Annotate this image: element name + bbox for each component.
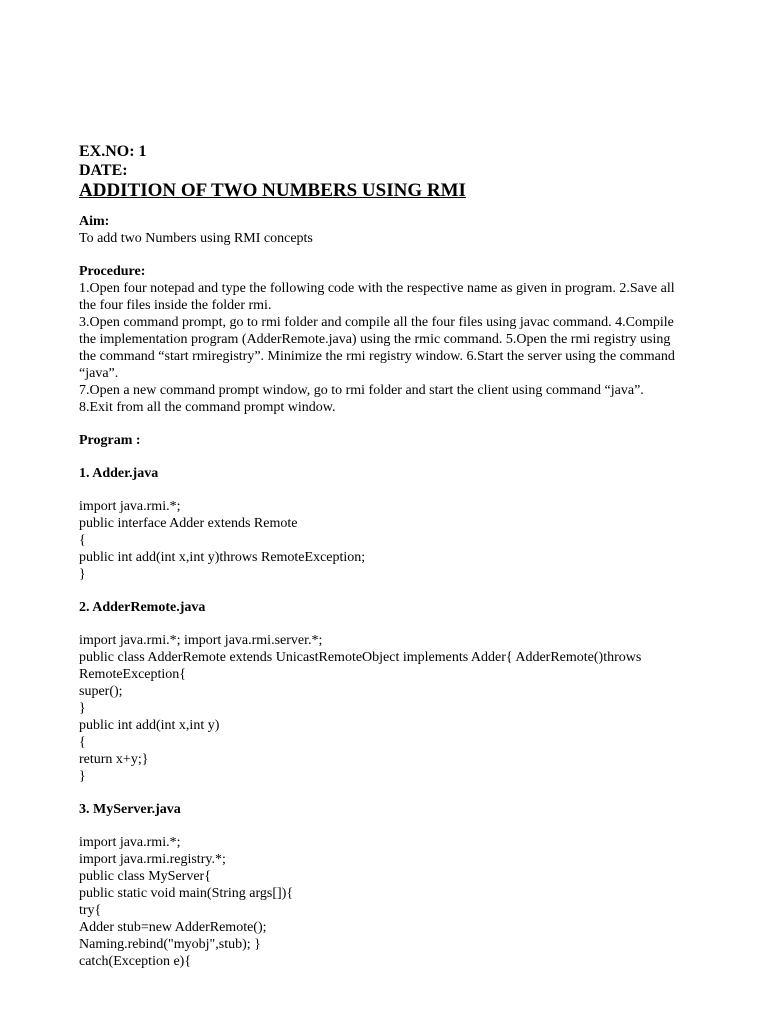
code-line: public class MyServer{ xyxy=(79,869,211,884)
code-line: } xyxy=(79,769,86,784)
program-label: Program : xyxy=(79,433,141,448)
procedure-label: Procedure: xyxy=(79,264,146,279)
code-line: return x+y;} xyxy=(79,752,149,767)
code-block xyxy=(79,632,724,785)
aim-text: To add two Numbers using RMI concepts xyxy=(79,231,313,246)
code-line: import java.rmi.*; import java.rmi.server.*; xyxy=(79,633,323,648)
code-line: Adder stub=new AdderRemote(); xyxy=(79,920,267,935)
procedure-line: the four files inside the folder rmi. xyxy=(79,298,272,313)
code-line: Naming.rebind("myobj",stub); } xyxy=(79,937,261,952)
procedure-body xyxy=(79,280,724,416)
code-line: public interface Adder extends Remote xyxy=(79,516,298,531)
procedure-line: “java”. xyxy=(79,366,119,381)
date-label: DATE: xyxy=(79,162,128,179)
procedure-line: 1.Open four notepad and type the following code with the respective name as given in program. 2.Save all xyxy=(79,281,675,296)
code-block xyxy=(79,834,724,970)
procedure-line: 7.Open a new command prompt window, go to rmi folder and start the client using command “java”. xyxy=(79,383,644,398)
aim-label: Aim: xyxy=(79,214,110,229)
code-line: public int add(int x,int y)throws RemoteException; xyxy=(79,550,366,565)
code-line: import java.rmi.registry.*; xyxy=(79,852,226,867)
code-line: catch(Exception e){ xyxy=(79,954,192,969)
code-line: } xyxy=(79,701,86,716)
code-line: RemoteException{ xyxy=(79,667,187,682)
exercise-number: EX.NO: 1 xyxy=(79,143,147,160)
code-line: public int add(int x,int y) xyxy=(79,718,220,733)
file-heading: 3. MyServer.java xyxy=(79,802,181,817)
code-line: import java.rmi.*; xyxy=(79,499,181,514)
code-block xyxy=(79,498,724,583)
code-line: { xyxy=(79,533,86,548)
code-line: { xyxy=(79,735,86,750)
document-title: ADDITION OF TWO NUMBERS USING RMI xyxy=(79,180,466,201)
code-line: try{ xyxy=(79,903,102,918)
document-page xyxy=(79,142,724,970)
procedure-line: 3.Open command prompt, go to rmi folder and compile all the four files using javac command. 4.Compile xyxy=(79,315,674,330)
code-line: public class AdderRemote extends UnicastRemoteObject implements Adder{ AdderRemote()throws xyxy=(79,650,642,665)
file-heading: 1. Adder.java xyxy=(79,466,159,481)
code-line: super(); xyxy=(79,684,123,699)
procedure-line: 8.Exit from all the command prompt window. xyxy=(79,400,336,415)
code-line: } xyxy=(79,567,86,582)
file-heading: 2. AdderRemote.java xyxy=(79,600,206,615)
procedure-line: the command “start rmiregistry”. Minimize the rmi registry window. 6.Start the server using the command xyxy=(79,349,675,364)
procedure-line: the implementation program (AdderRemote.java) using the rmic command. 5.Open the rmi registry using xyxy=(79,332,671,347)
code-line: public static void main(String args[]){ xyxy=(79,886,294,901)
code-line: import java.rmi.*; xyxy=(79,835,181,850)
